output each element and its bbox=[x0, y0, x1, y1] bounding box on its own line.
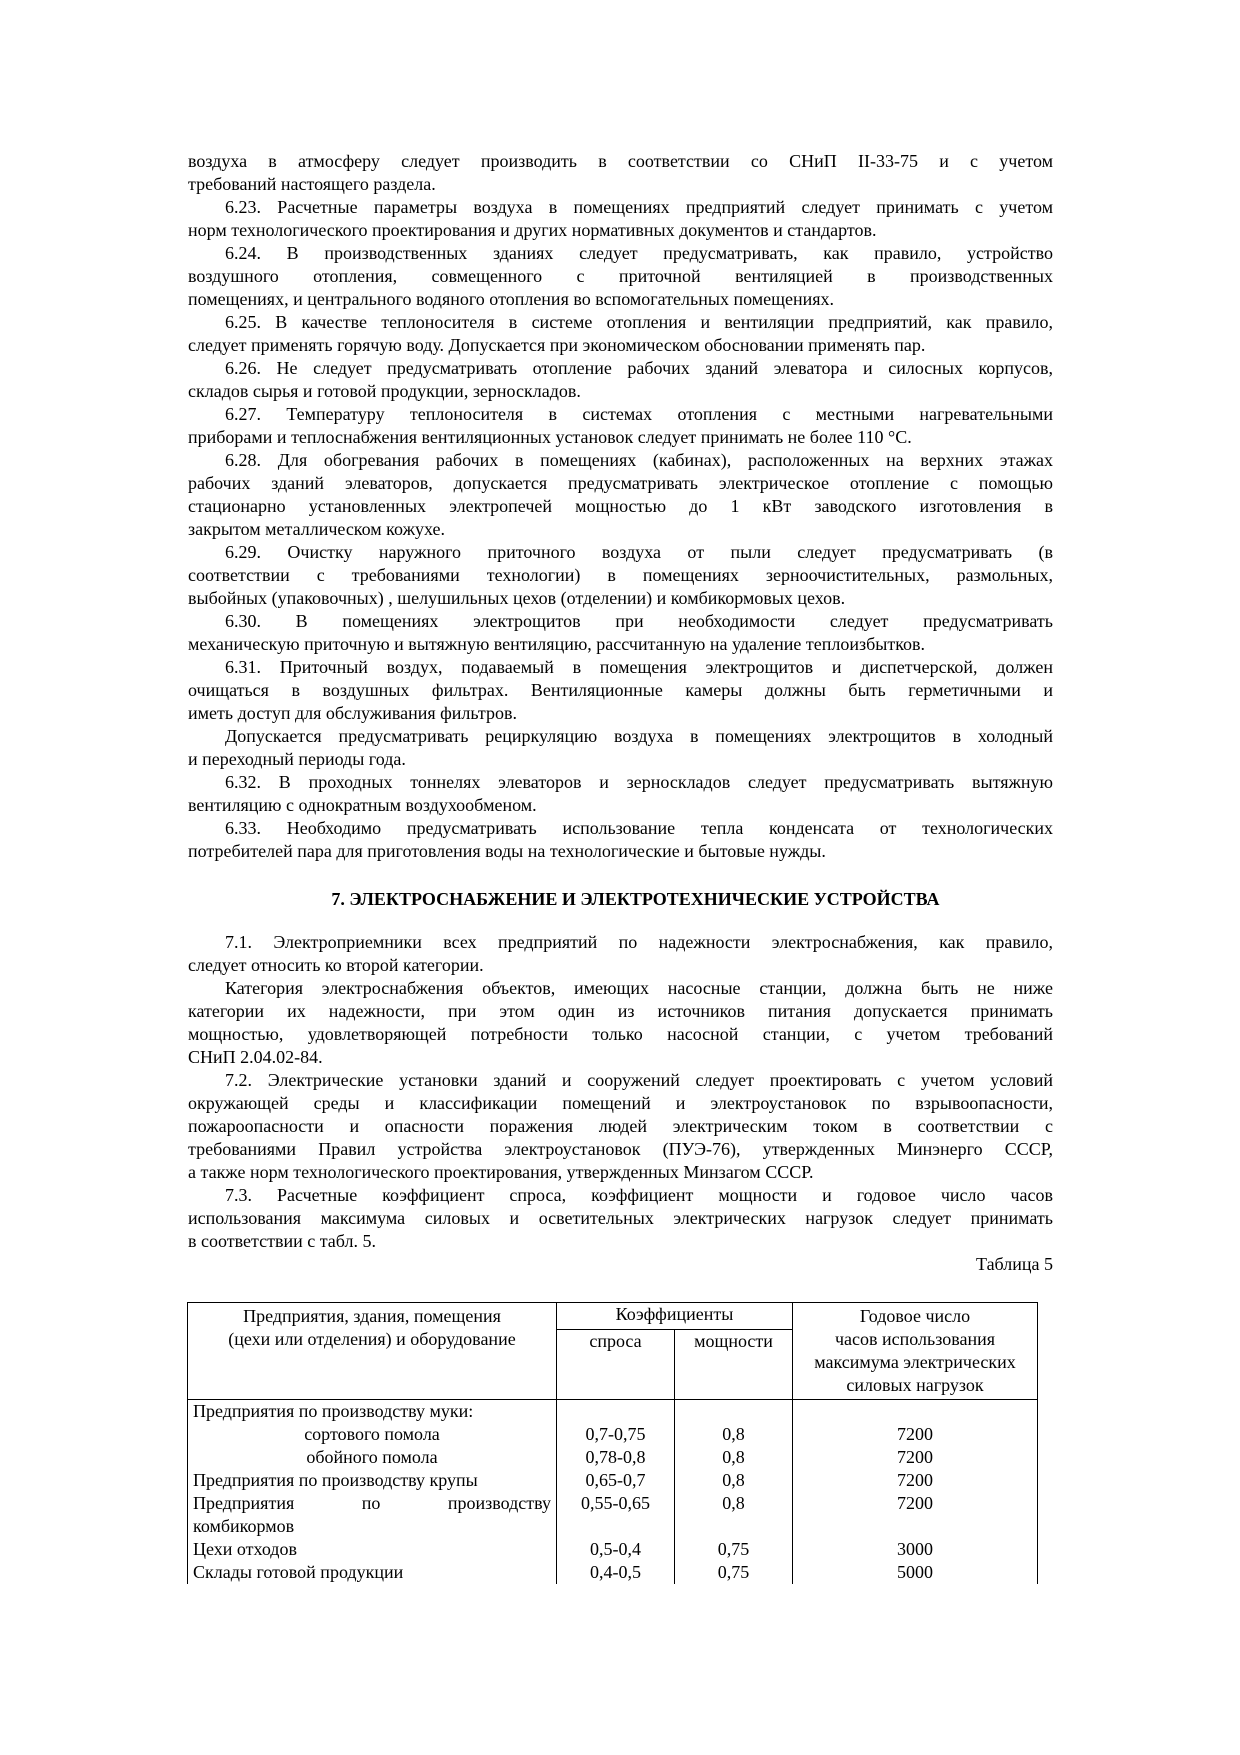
header-enterprise-line: (цехи или отделения) и оборудование bbox=[228, 1329, 516, 1349]
header-coefficients: Коэффициенты bbox=[557, 1303, 793, 1330]
cell-demand: 0,65-0,7 bbox=[557, 1469, 675, 1492]
table-row bbox=[188, 1492, 1038, 1538]
paragraph bbox=[188, 403, 1053, 449]
paragraph-line: вентиляцию с однократным воздухообменом. bbox=[188, 795, 537, 815]
paragraph-line: рабочих зданий элеваторов, допускается предусматривать электрическое отопление с помощью bbox=[188, 473, 1053, 493]
paragraph-line: Допускается предусматривать рециркуляцию воздуха в помещениях электрощитов в холодный bbox=[225, 726, 1053, 746]
paragraph-line: 6.27. Температуру теплоносителя в системах отопления с местными нагревательными bbox=[225, 404, 1053, 424]
paragraph-line: требований настоящего раздела. bbox=[188, 174, 436, 194]
row-name bbox=[188, 1492, 557, 1538]
paragraph-line: категории их надежности, при этом один из источников питания допускается принимать bbox=[188, 1001, 1053, 1021]
header-power: мощности bbox=[675, 1330, 793, 1400]
paragraph bbox=[188, 931, 1053, 977]
document-body bbox=[188, 150, 1053, 1276]
row-name: обойного помола bbox=[188, 1446, 557, 1469]
paragraph-line: очищаться в воздушных фильтрах. Вентиляционные камеры должны быть герметичными и bbox=[188, 680, 1053, 700]
paragraph-line: механическую приточную и вытяжную вентиляцию, рассчитанную на удаление теплоизбытков. bbox=[188, 634, 926, 654]
paragraph-line: 6.32. В проходных тоннелях элеваторов и зерноскладов следует предусматривать вытяжную bbox=[225, 772, 1053, 792]
table-caption: Таблица 5 bbox=[976, 1254, 1053, 1274]
cell-hours: 5000 bbox=[793, 1561, 1038, 1584]
paragraph-line: 7.3. Расчетные коэффициент спроса, коэффициент мощности и годовое число часов bbox=[225, 1185, 1053, 1205]
table-row bbox=[188, 1423, 1038, 1446]
paragraph-line: иметь доступ для обслуживания фильтров. bbox=[188, 703, 518, 723]
paragraph bbox=[188, 1184, 1053, 1253]
row-name: Предприятия по производству крупы bbox=[188, 1469, 557, 1492]
empty-cell bbox=[675, 1400, 793, 1424]
paragraph-line: следует применять горячую воду. Допускается при экономическом обосновании применять пар. bbox=[188, 335, 926, 355]
header-hours-line: силовых нагрузок bbox=[846, 1375, 984, 1395]
paragraph-line: СНиП 2.04.02-84. bbox=[188, 1047, 323, 1067]
table-5 bbox=[187, 1302, 1038, 1584]
header-enterprise-line: Предприятия, здания, помещения bbox=[243, 1306, 501, 1326]
paragraph-line: потребителей пара для приготовления воды на технологические и бытовые нужды. bbox=[188, 841, 826, 861]
cell-power: 0,8 bbox=[675, 1446, 793, 1469]
cell-power: 0,8 bbox=[675, 1492, 793, 1538]
section-6 bbox=[188, 150, 1053, 863]
paragraph bbox=[188, 449, 1053, 541]
paragraph-line: 7.2. Электрические установки зданий и сооружений следует проектировать с учетом условий bbox=[225, 1070, 1053, 1090]
row-name: Цехи отходов bbox=[188, 1538, 557, 1561]
paragraph-line: воздуха в атмосферу следует производить в соответствии со СНиП II-33-75 и с учетом bbox=[188, 151, 1053, 171]
header-hours-line: Годовое число bbox=[859, 1306, 971, 1326]
row-name-line: комбикормов bbox=[193, 1516, 295, 1536]
paragraph-line: следует относить ко второй категории. bbox=[188, 955, 484, 975]
paragraph-line: и переходный периоды года. bbox=[188, 749, 406, 769]
header-hours-line: максимума электрических bbox=[814, 1352, 1016, 1372]
paragraph bbox=[188, 817, 1053, 863]
paragraph-line: 6.30. В помещениях электрощитов при необходимости следует предусматривать bbox=[225, 611, 1053, 631]
group-label: Предприятия по производству муки: bbox=[188, 1400, 557, 1424]
cell-hours: 7200 bbox=[793, 1446, 1038, 1469]
paragraph-line: 6.29. Очистку наружного приточного воздуха от пыли следует предусматривать (в bbox=[225, 542, 1053, 562]
table-row bbox=[188, 1561, 1038, 1584]
cell-hours: 7200 bbox=[793, 1469, 1038, 1492]
row-name-line: Предприятия по производству bbox=[193, 1493, 551, 1513]
cell-demand: 0,55-0,65 bbox=[557, 1492, 675, 1538]
empty-cell bbox=[793, 1400, 1038, 1424]
cell-power: 0,8 bbox=[675, 1423, 793, 1446]
paragraph-line: стационарно установленных электропечей мощностью до 1 кВт заводского изготовления в bbox=[188, 496, 1053, 516]
cell-power: 0,75 bbox=[675, 1561, 793, 1584]
paragraph-line: соответствии с требованиями технологии) в помещениях зерноочистительных, размольных, bbox=[188, 565, 1053, 585]
header-demand: спроса bbox=[557, 1330, 675, 1400]
paragraph-line: требованиями Правил устройства электроустановок (ПУЭ-76), утвержденных Минэнерго СССР, bbox=[188, 1139, 1053, 1159]
paragraph-line: окружающей среды и классификации помещений и электроустановок по взрывоопасности, bbox=[188, 1093, 1053, 1113]
cell-demand: 0,4-0,5 bbox=[557, 1561, 675, 1584]
table-row bbox=[188, 1469, 1038, 1492]
paragraph-line: 6.33. Необходимо предусматривать использование тепла конденсата от технологических bbox=[225, 818, 1053, 838]
paragraph-line: Категория электроснабжения объектов, имеющих насосные станции, должна быть не ниже bbox=[225, 978, 1053, 998]
paragraph-line: воздушного отопления, совмещенного с приточной вентиляцией в производственных bbox=[188, 266, 1053, 286]
paragraph-line: пожароопасности и опасности поражения людей электрическим током в соответствии с bbox=[188, 1116, 1053, 1136]
paragraph bbox=[188, 977, 1053, 1069]
paragraph bbox=[188, 311, 1053, 357]
paragraph bbox=[188, 771, 1053, 817]
paragraph-line: выбойных (упаковочных) , шелушильных цехов (отделении) и комбикормовых цехов. bbox=[188, 588, 846, 608]
cell-hours: 7200 bbox=[793, 1492, 1038, 1538]
cell-hours: 3000 bbox=[793, 1538, 1038, 1561]
row-name: сортового помола bbox=[188, 1423, 557, 1446]
paragraph-line: 6.25. В качестве теплоносителя в системе отопления и вентиляции предприятий, как правило, bbox=[225, 312, 1053, 332]
paragraph bbox=[188, 357, 1053, 403]
paragraph-line: приборами и теплоснабжения вентиляционных установок следует принимать не более 110 °С. bbox=[188, 427, 912, 447]
paragraph-line: 6.28. Для обогревания рабочих в помещениях (кабинах), расположенных на верхних этажах bbox=[225, 450, 1053, 470]
paragraph-line: складов сырья и готовой продукции, зерноскладов. bbox=[188, 381, 581, 401]
paragraph-line: в соответствии с табл. 5. bbox=[188, 1231, 376, 1251]
paragraph-line: 7.1. Электроприемники всех предприятий по надежности электроснабжения, как правило, bbox=[225, 932, 1053, 952]
table-row bbox=[188, 1538, 1038, 1561]
cell-demand: 0,7-0,75 bbox=[557, 1423, 675, 1446]
header-enterprise bbox=[188, 1303, 557, 1400]
cell-power: 0,8 bbox=[675, 1469, 793, 1492]
paragraph-line: 6.26. Не следует предусматривать отопление рабочих зданий элеватора и силосных корпусов, bbox=[225, 358, 1053, 378]
header-annual-hours bbox=[793, 1303, 1038, 1400]
paragraph bbox=[188, 1069, 1053, 1184]
empty-cell bbox=[557, 1400, 675, 1424]
paragraph bbox=[188, 610, 1053, 656]
section-7 bbox=[188, 931, 1053, 1253]
paragraph-line: а также норм технологического проектирования, утвержденных Минзагом СССР. bbox=[188, 1162, 814, 1182]
paragraph bbox=[188, 541, 1053, 610]
paragraph bbox=[188, 242, 1053, 311]
cell-demand: 0,78-0,8 bbox=[557, 1446, 675, 1469]
paragraph bbox=[188, 150, 1053, 196]
paragraph-line: закрытом металлическом кожухе. bbox=[188, 519, 446, 539]
cell-power: 0,75 bbox=[675, 1538, 793, 1561]
paragraph-line: 6.24. В производственных зданиях следует предусматривать, как правило, устройство bbox=[225, 243, 1053, 263]
paragraph-line: помещениях, и центрального водяного отопления во вспомогательных помещениях. bbox=[188, 289, 835, 309]
table-row bbox=[188, 1446, 1038, 1469]
paragraph bbox=[188, 196, 1053, 242]
row-name: Склады готовой продукции bbox=[188, 1561, 557, 1584]
header-hours-line: часов использования bbox=[834, 1329, 996, 1349]
cell-hours: 7200 bbox=[793, 1423, 1038, 1446]
paragraph-line: мощностью, удовлетворяющей потребности только насосной станции, с учетом требований bbox=[188, 1024, 1053, 1044]
paragraph-line: 6.31. Приточный воздух, подаваемый в помещения электрощитов и диспетчерской, должен bbox=[225, 657, 1053, 677]
paragraph-line: использования максимума силовых и осветительных электрических нагрузок следует принимать bbox=[188, 1208, 1053, 1228]
paragraph bbox=[188, 656, 1053, 725]
table-row-group bbox=[188, 1400, 1038, 1424]
cell-demand: 0,5-0,4 bbox=[557, 1538, 675, 1561]
paragraph-line: норм технологического проектирования и других нормативных документов и стандартов. bbox=[188, 220, 877, 240]
paragraph-line: 6.23. Расчетные параметры воздуха в помещениях предприятий следует принимать с учетом bbox=[225, 197, 1053, 217]
section-7-heading: 7. ЭЛЕКТРОСНАБЖЕНИЕ И ЭЛЕКТРОТЕХНИЧЕСКИЕ УСТРОЙСТВА bbox=[331, 889, 940, 909]
paragraph bbox=[188, 725, 1053, 771]
